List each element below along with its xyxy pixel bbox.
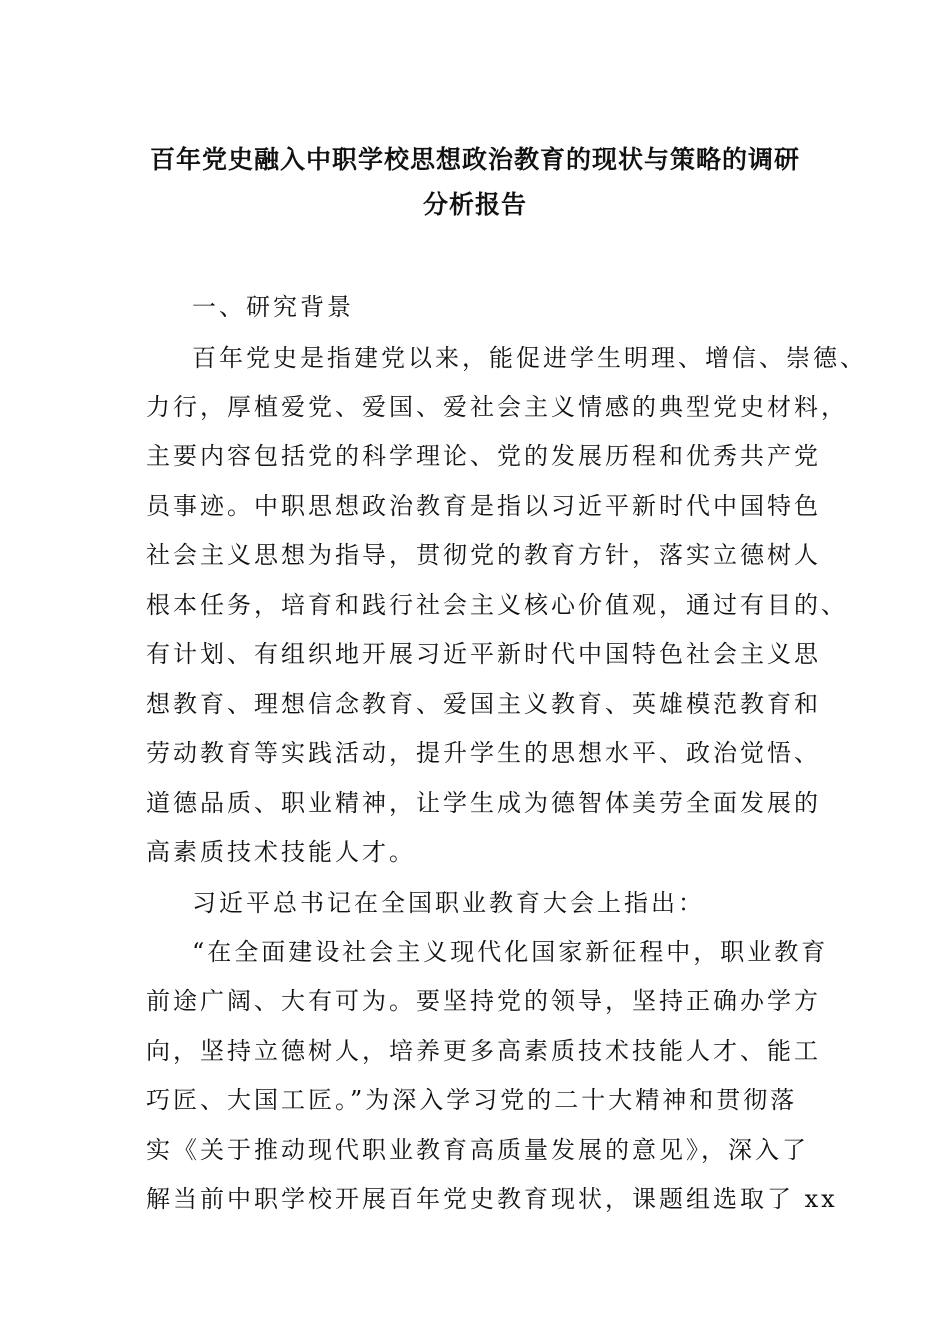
section-heading: 一、研究背景 <box>192 293 354 321</box>
paragraph-1-line: 根本任务，培育和践行社会主义核心价值观，通过有目的、 <box>146 591 848 619</box>
paragraph-1-line: 想教育、理想信念教育、爱国主义教育、英雄模范教育和 <box>146 690 821 718</box>
paragraph-2-line: 向，坚持立德树人，培养更多高素质技术技能人才、能工 <box>146 1037 821 1065</box>
paragraph-2-line: 实《关于推动现代职业教育高质量发展的意见》，深入了 <box>146 1136 809 1164</box>
paragraph-1-line: 劳动教育等实践活动，提升学生的思想水平、政治觉悟、 <box>146 739 821 767</box>
paragraph-1-line: 社会主义思想为指导，贯彻党的教育方针，落实立德树人 <box>146 541 821 569</box>
paragraph-2-line: 巧匠、大国工匠。”为深入学习党的二十大精神和贯彻落 <box>146 1086 798 1114</box>
paragraph-1-line: 高素质技术技能人才。 <box>146 838 416 866</box>
paragraph-1-line: 主要内容包括党的科学理论、党的发展历程和优秀共产党 <box>146 442 821 470</box>
paragraph-1-line: 力行，厚植爱党、爱国、爱社会主义情感的典型党史材料， <box>146 393 848 421</box>
paragraph-2-line: “在全面建设社会主义现代化国家新征程中，职业教育 <box>192 938 829 966</box>
paragraph-1-line: 百年党史是指建党以来，能促进学生明理、增信、崇德、 <box>192 344 867 372</box>
paragraph-2-line: 习近平总书记在全国职业教育大会上指出： <box>192 889 705 917</box>
paragraph-1-line: 有计划、有组织地开展习近平新时代中国特色社会主义思 <box>146 640 821 668</box>
paragraph-2-line: 前途广阔、大有可为。要坚持党的领导，坚持正确办学方 <box>146 987 821 1015</box>
document-title-line-2: 分析报告 <box>422 190 527 219</box>
document-title-line-1: 百年党史融入中职学校思想政治教育的现状与策略的调研 <box>149 145 800 174</box>
paragraph-1-line: 道德品质、职业精神，让学生成为德智体美劳全面发展的 <box>146 789 821 817</box>
paragraph-1-line: 员事迹。中职思想政治教育是指以习近平新时代中国特色 <box>146 492 821 520</box>
paragraph-2-line: 解当前中职学校开展百年党史教育现状，课题组选取了 xx <box>146 1185 838 1213</box>
